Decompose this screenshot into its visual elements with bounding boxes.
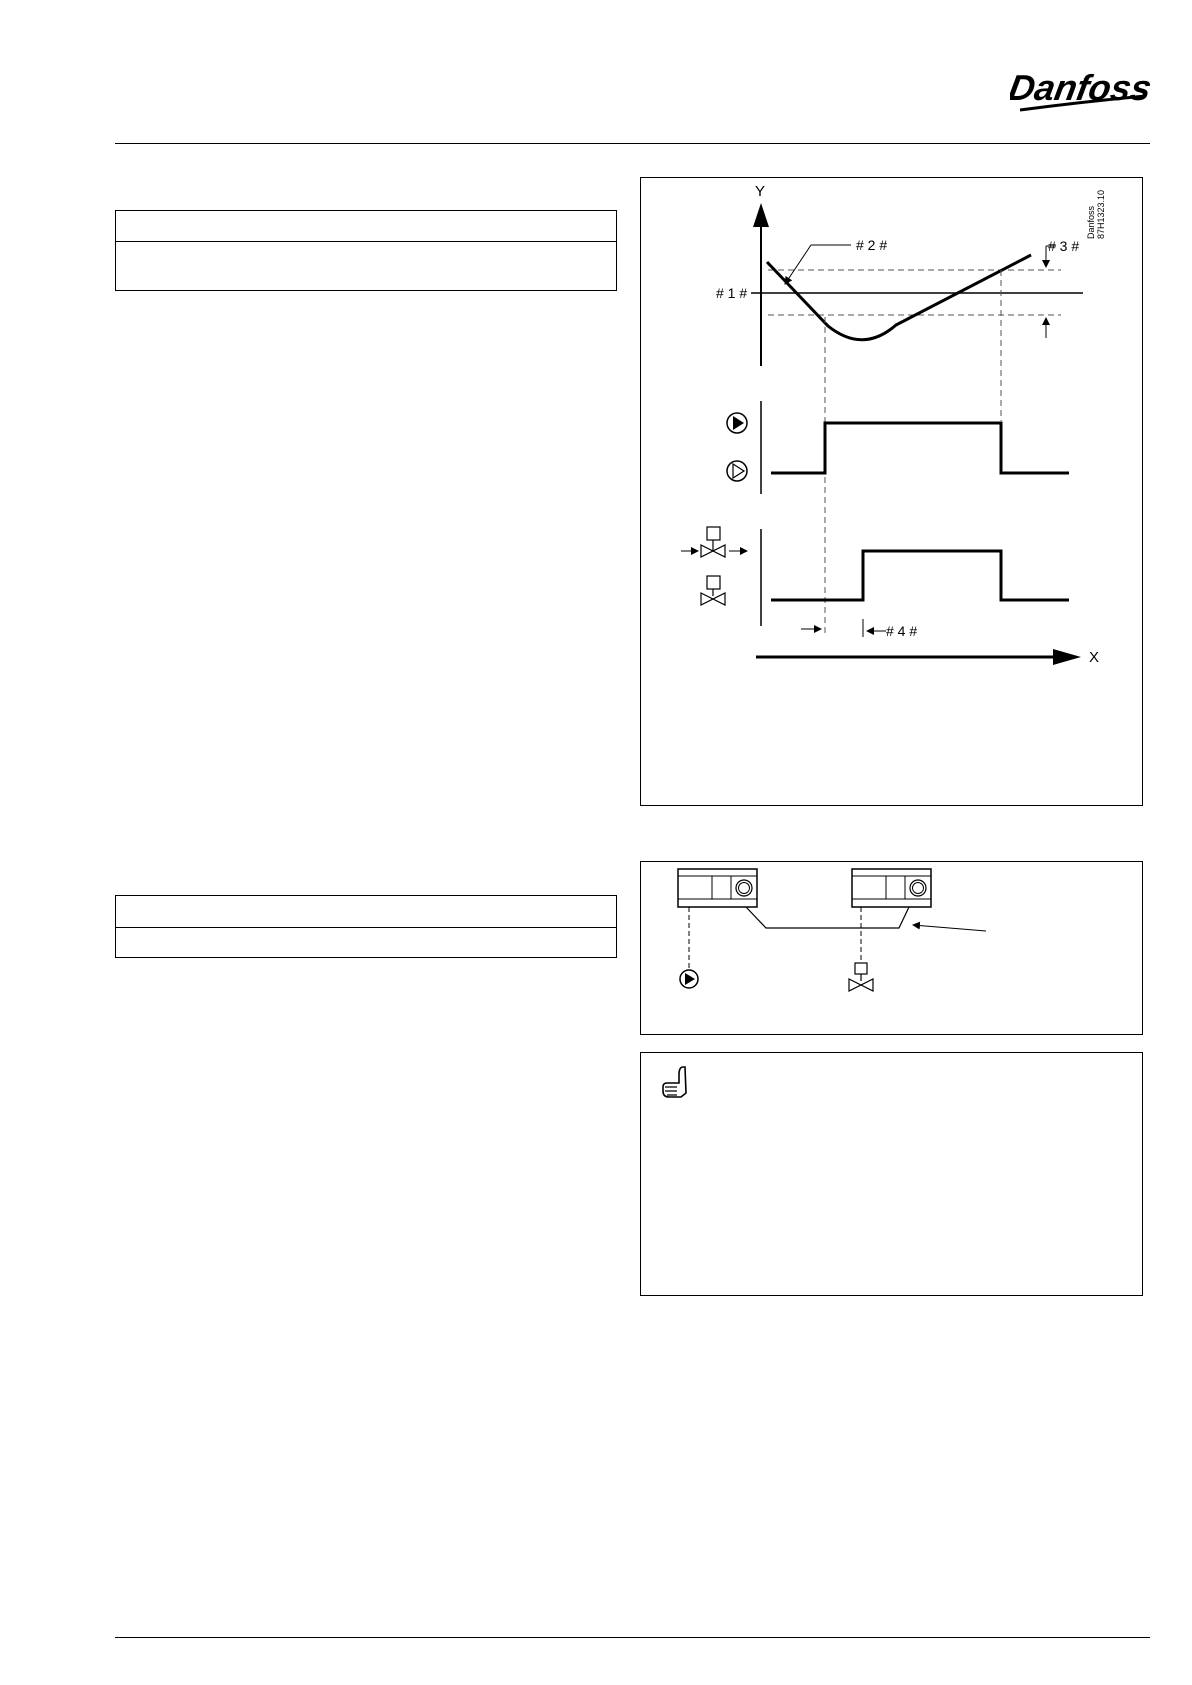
timing-diagram-frame (640, 177, 1143, 806)
hand-pointer-icon (659, 1063, 693, 1103)
marker-3: # 3 # (1048, 238, 1080, 254)
valve-closed-icon (849, 963, 873, 991)
pump-signal (771, 423, 1069, 473)
note-box (640, 1052, 1143, 1296)
timing-diagram (641, 178, 1144, 807)
doc-code-line1: Danfoss (1086, 205, 1096, 239)
table-1 (115, 210, 617, 291)
marker-2: # 2 # (856, 237, 888, 253)
y-axis-arrow (753, 203, 769, 227)
table-2 (115, 895, 617, 958)
temperature-curve (767, 255, 1031, 340)
valve-signal (771, 551, 1069, 600)
valve-open-icon (681, 527, 747, 557)
controller-icon (852, 869, 931, 907)
footer-rule (115, 1637, 1150, 1638)
x-axis-arrow (1053, 649, 1081, 665)
controller-icon (678, 869, 757, 907)
table-2-header-row (116, 896, 616, 928)
pump-on-icon (680, 970, 698, 988)
brand-logo-text: Danfoss (1010, 67, 1150, 108)
marker-1: # 1 # (716, 285, 748, 301)
table-1-header-row (116, 211, 616, 242)
x-axis-label: X (1089, 649, 1100, 666)
controllers-diagram (641, 862, 1144, 1036)
bus-line (746, 907, 909, 928)
valve-closed-icon (701, 576, 725, 605)
y-axis-label: Y (755, 183, 766, 200)
doc-code-line2: 87H1323.10 (1096, 189, 1106, 239)
marker-4: # 4 # (886, 623, 918, 639)
controllers-diagram-frame (640, 861, 1143, 1035)
bus-arrow (913, 925, 986, 931)
header-rule (115, 143, 1150, 144)
danfoss-logo (1010, 60, 1150, 120)
